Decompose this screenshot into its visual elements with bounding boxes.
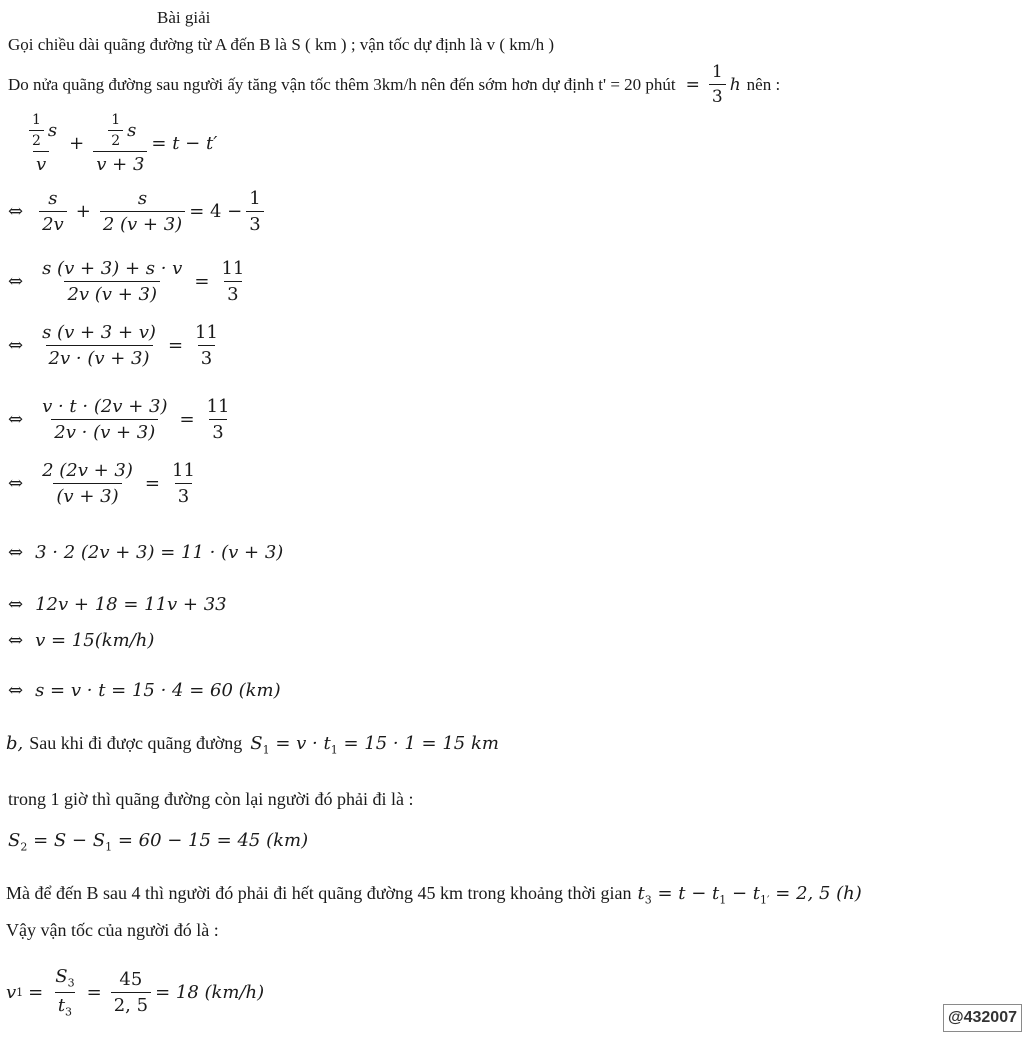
step-5 (8, 396, 236, 443)
eq-part: = S − S (33, 830, 106, 851)
equals-sign: = (685, 74, 700, 95)
numerator: S (55, 966, 68, 987)
step-1 (18, 112, 217, 175)
v-var: v (6, 981, 17, 1003)
denominator: 2v · (v + 3) (54, 422, 156, 443)
part-b-eq-4 (6, 966, 264, 1018)
denominator: 3 (175, 483, 192, 507)
fraction (218, 258, 247, 305)
fraction (192, 322, 221, 369)
step-8 (8, 594, 227, 615)
equals-sign: = (28, 981, 44, 1003)
denominator: v (36, 154, 47, 175)
equation: s = v · t = 15 · 4 = 60 (km) (35, 680, 281, 701)
intro-line-2 (8, 62, 780, 107)
subscript: 2 (20, 840, 28, 854)
rhs: = 18 (km/h) (155, 981, 265, 1003)
hour-unit: h (729, 74, 741, 95)
numerator: 1 (249, 188, 261, 209)
denominator: v + 3 (96, 154, 145, 175)
s-var: S (8, 830, 21, 851)
eq-part: = t − t (657, 883, 720, 904)
denominator: t (57, 994, 66, 1016)
step-3 (8, 258, 251, 305)
s-var: S (250, 733, 263, 754)
fraction (52, 966, 77, 1018)
numerator: v · t · (2v + 3) (42, 396, 168, 417)
step-2 (8, 188, 268, 235)
subscript-digit: 1 (760, 893, 768, 907)
s-var: s (127, 120, 137, 141)
denominator: 3 (709, 84, 726, 107)
numerator: 11 (172, 460, 195, 481)
fraction (39, 258, 185, 305)
t-var: t (637, 883, 645, 904)
fraction (39, 322, 159, 369)
denominator: 2v (42, 214, 64, 235)
numerator: 1 (711, 62, 723, 82)
s-var: s (47, 120, 58, 141)
numerator: s (137, 188, 148, 209)
step-6 (8, 460, 202, 507)
iff-icon: ⇔ (8, 409, 24, 430)
subscript: 1′ (760, 893, 770, 907)
numerator: s (48, 188, 58, 209)
iff-icon: ⇔ (8, 335, 24, 356)
iff-icon: ⇔ (8, 680, 24, 701)
fraction-half (108, 112, 123, 149)
plus-sign: + (69, 133, 85, 154)
rhs: = 4 − (189, 201, 243, 222)
numerator: 11 (195, 322, 218, 343)
iff-icon: ⇔ (8, 473, 24, 494)
equals-sign: = (144, 473, 161, 494)
part-b-line-3 (6, 883, 862, 907)
denominator: 2 (108, 130, 123, 149)
numerator: 11 (206, 396, 230, 417)
denominator: 3 (224, 281, 241, 305)
eq-part: = 60 − 15 = 45 (km) (117, 830, 309, 851)
equals-sign: = (179, 409, 195, 430)
equation: 12v + 18 = 11v + 33 (35, 594, 227, 615)
step-4 (8, 322, 225, 369)
part-b-eq-1 (250, 733, 499, 757)
rhs: = t − t′ (151, 133, 218, 154)
denominator: 2v (v + 3) (67, 284, 157, 305)
fraction (39, 396, 170, 443)
part-b-text: Mà để đến B sau 4 thì người đó phải đi hết quãng đường 45 km trong khoảng thời gian (6, 883, 632, 903)
numerator: s (v + 3) + s · v (42, 258, 183, 279)
denominator: 2v · (v + 3) (48, 348, 150, 369)
numerator: 11 (221, 258, 245, 279)
subscript: 1 (262, 743, 270, 757)
fraction-one-third (709, 62, 726, 107)
numerator: 2 (2v + 3) (42, 460, 133, 481)
equals-sign: = (86, 981, 102, 1003)
subscript: 1 (16, 985, 24, 999)
iff-icon: ⇔ (8, 271, 24, 292)
numerator: s (v + 3 + v) (42, 322, 156, 343)
fraction-one-third (246, 188, 263, 235)
fraction (169, 460, 198, 507)
fraction (100, 188, 185, 235)
part-b-label: b, (6, 733, 24, 754)
equation: v = 15(km/h) (35, 630, 155, 651)
eq-part: = v · t (275, 733, 331, 754)
part-b-text: Sau khi đi được quãng đường (29, 733, 243, 753)
step-7 (8, 542, 283, 563)
eq-part: − t (732, 883, 761, 904)
equation: 3 · 2 (2v + 3) = 11 · (v + 3) (35, 542, 284, 563)
plus-sign: + (75, 201, 91, 222)
eq-part: = 15 · 1 = 15 km (343, 733, 499, 754)
subscript: 3 (65, 1005, 73, 1019)
subscript: 1 (719, 893, 727, 907)
fraction (204, 396, 233, 443)
part-b-line-2: trong 1 giờ thì quãng đường còn lại người đó phải đi là : (8, 789, 414, 809)
part-b-line-4: Vậy vận tốc của người đó là : (6, 920, 219, 940)
numerator: 45 (119, 968, 143, 990)
subscript: 3 (67, 976, 75, 990)
denominator: (v + 3) (56, 486, 119, 507)
iff-icon: ⇔ (8, 201, 24, 222)
fraction (39, 460, 136, 507)
iff-icon: ⇔ (8, 630, 24, 651)
intro-line-1: Gọi chiều dài quãng đường từ A đến B là S ( km ) ; vận tốc dự định là v ( km/h ) (8, 35, 555, 54)
part-b-eq-2 (8, 830, 308, 854)
numerator: 1 (32, 112, 41, 128)
step-9 (8, 630, 154, 651)
intro-text: Do nửa quãng đường sau người ấy tăng vận tốc thêm 3km/h nên đến sớm hơn dự định t' = 20 phút (8, 74, 676, 94)
eq-part: = 2, 5 (h) (775, 883, 862, 904)
fraction (39, 188, 67, 235)
subscript: 1 (105, 840, 113, 854)
denominator: 2, 5 (111, 992, 151, 1016)
denominator: 3 (209, 419, 226, 443)
equals-sign: = (194, 271, 210, 292)
iff-icon: ⇔ (8, 542, 24, 563)
fraction (111, 969, 151, 1016)
denominator: 3 (246, 211, 263, 235)
equals-sign: = (167, 335, 184, 356)
fraction-half-s-over-v (22, 112, 60, 175)
denominator: 2 (v + 3) (102, 214, 183, 235)
step-10 (8, 680, 281, 701)
denominator: 3 (198, 345, 215, 369)
page-title: Bài giải (157, 8, 211, 27)
intro-suffix: nên : (746, 74, 781, 94)
subscript: 3 (644, 893, 652, 907)
part-b-line-1 (6, 733, 499, 757)
subscript: 1 (330, 743, 338, 757)
part-b-eq-3 (638, 883, 862, 907)
iff-icon: ⇔ (8, 594, 24, 615)
fraction-half (29, 112, 44, 149)
fraction-half-s-over-v3 (93, 112, 147, 175)
numerator: 1 (111, 112, 121, 128)
denominator: 2 (29, 130, 44, 149)
watermark-badge: @432007 (943, 1004, 1022, 1032)
